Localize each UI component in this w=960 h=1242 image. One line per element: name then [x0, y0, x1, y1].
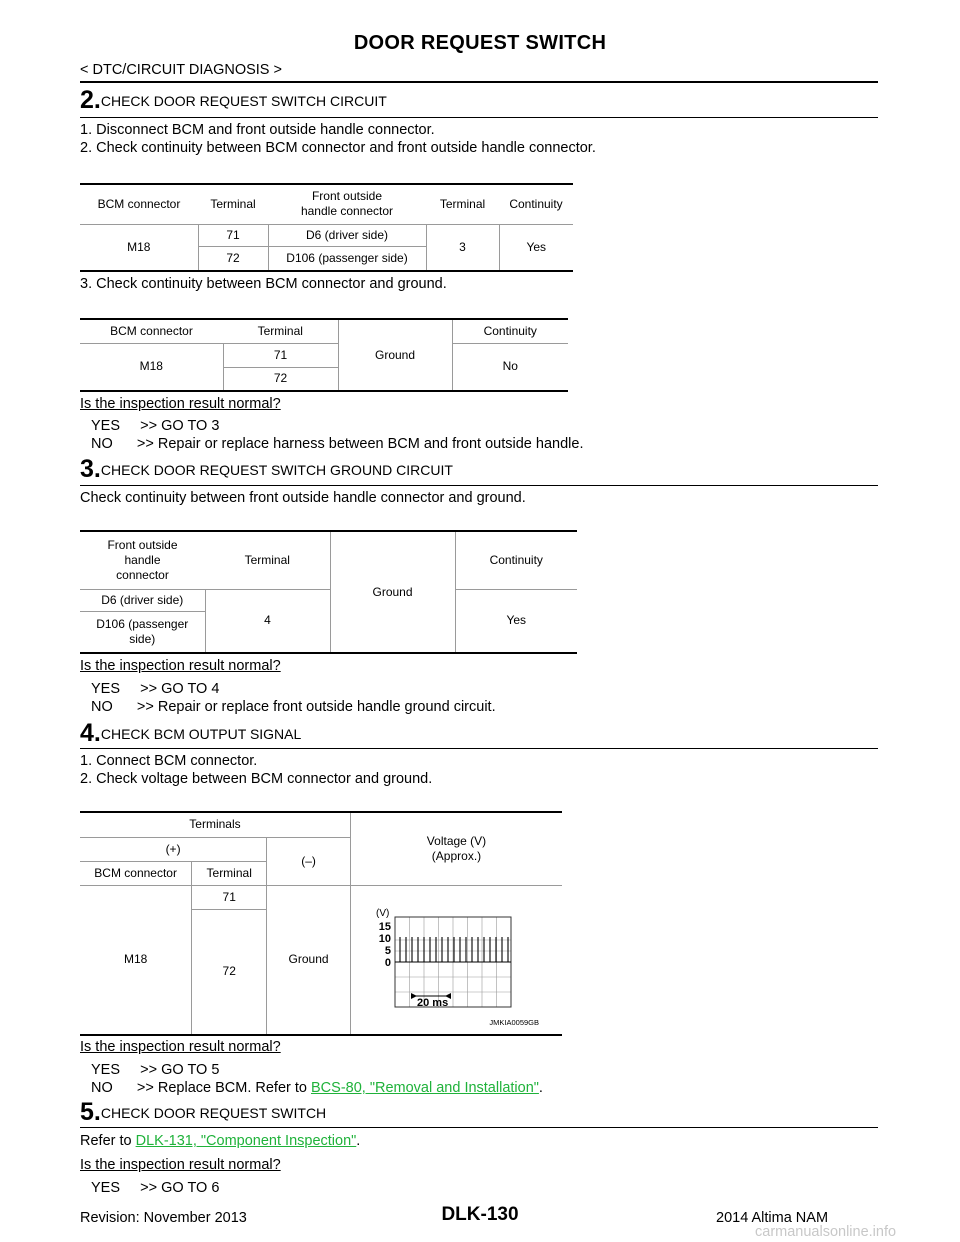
- step-3-divider: [80, 485, 878, 486]
- footer-page-number: DLK-130: [441, 1204, 519, 1225]
- scope-y-0: 0: [384, 956, 391, 969]
- step-2-line-3: 3. Check continuity between BCM connector and ground.: [80, 276, 447, 292]
- step-5-heading: [80, 1098, 326, 1127]
- col-header-minus: (–): [267, 837, 351, 885]
- header-divider: [80, 81, 878, 83]
- figure-code: JMKIA0059GB: [489, 1017, 539, 1027]
- cell-terminal-71: 71: [192, 885, 267, 909]
- watermark: carmanualsonline.info: [755, 1224, 897, 1240]
- cell-continuity-no: No: [452, 343, 568, 391]
- step-5-refer-suffix: .: [356, 1133, 361, 1149]
- col-header-continuity: Continuity: [499, 184, 573, 224]
- step-4-divider: [80, 748, 878, 749]
- col-header-bcm-connector: BCM connector: [80, 319, 223, 343]
- step-4-no: [91, 1080, 543, 1097]
- step-3-no: NO >> Repair or replace front outside handle ground circuit.: [91, 699, 496, 715]
- scope-y-15: 15: [378, 920, 391, 933]
- cell-ground: Ground: [330, 531, 455, 653]
- front-handle-ground-continuity-table: [80, 530, 577, 654]
- step-5-refer-text: Refer to: [80, 1133, 136, 1149]
- cell-terminal-72: 72: [223, 367, 338, 391]
- col-header-terminal: Terminal: [192, 861, 267, 885]
- step-5-refer: [80, 1133, 360, 1150]
- col-header-terminals: Terminals: [80, 812, 350, 837]
- dlk-131-component-inspection-link[interactable]: DLK-131, "Component Inspection": [135, 1133, 357, 1149]
- step-3-title: CHECK DOOR REQUEST SWITCH GROUND CIRCUIT: [100, 462, 453, 478]
- step-4-number: 4.: [80, 719, 101, 747]
- bcm-front-handle-continuity-table: [80, 183, 573, 272]
- cell-terminal-72: 72: [198, 246, 268, 271]
- cell-front-d106: D106 (passenger side): [268, 246, 426, 271]
- step-5-yes: YES >> GO TO 6: [91, 1180, 220, 1196]
- step-3-heading: [80, 455, 453, 484]
- step-5-question: Is the inspection result normal?: [80, 1157, 281, 1173]
- step-4-heading: [80, 719, 301, 748]
- cell-continuity-yes: Yes: [455, 589, 577, 653]
- bcs-80-removal-link[interactable]: BCS-80, "Removal and Installation": [311, 1080, 539, 1096]
- cell-connector: M18: [80, 224, 198, 271]
- step-2-line-2: 2. Check continuity between BCM connector and front outside handle connector.: [80, 140, 596, 156]
- step-5-number: 5.: [80, 1098, 101, 1126]
- col-header-front-outside-handle: Front outside handle connector: [80, 531, 205, 589]
- col-header-plus: (+): [80, 837, 267, 861]
- cell-terminal-71: 71: [198, 224, 268, 246]
- step-2-title: CHECK DOOR REQUEST SWITCH CIRCUIT: [100, 93, 387, 109]
- step-3-line-1: Check continuity between front outside handle connector and ground.: [80, 490, 526, 506]
- cell-oscilloscope: [350, 885, 562, 1035]
- scope-time-label: 20 ms: [416, 996, 449, 1009]
- step-2-yes: YES >> GO TO 3: [91, 418, 220, 434]
- step-2-question: Is the inspection result normal?: [80, 396, 281, 412]
- section-label: < DTC/CIRCUIT DIAGNOSIS >: [80, 62, 282, 78]
- step-4-no-suffix: .: [538, 1080, 543, 1096]
- col-header-continuity: Continuity: [455, 531, 577, 589]
- step-4-yes: YES >> GO TO 5: [91, 1062, 220, 1078]
- bcm-ground-continuity-table: [80, 318, 568, 392]
- cell-ground: Ground: [267, 885, 351, 1035]
- page-title: DOOR REQUEST SWITCH: [353, 32, 607, 54]
- col-header-front-outside-handle: Front outside handle connector: [268, 184, 426, 224]
- step-4-question: Is the inspection result normal?: [80, 1039, 281, 1055]
- voltage-label: Voltage (V): [426, 833, 487, 848]
- cell-terminal-3: 3: [426, 224, 499, 271]
- step-4-line-1: 1. Connect BCM connector.: [80, 753, 258, 769]
- scope-unit-label: (V): [375, 907, 390, 919]
- step-2-line-1: 1. Disconnect BCM and front outside handle connector.: [80, 122, 435, 138]
- step-2-no: NO >> Repair or replace harness between BCM and front outside handle.: [91, 436, 584, 452]
- bcm-output-voltage-table: [80, 811, 562, 1036]
- col-header-terminal-2: Terminal: [426, 184, 499, 224]
- step-2-divider: [80, 117, 878, 118]
- footer-model: 2014 Altima NAM: [716, 1210, 829, 1226]
- cell-connector: M18: [80, 343, 223, 391]
- step-5-divider: [80, 1127, 878, 1128]
- scope-y-5: 5: [384, 944, 391, 957]
- cell-front-d106: D106 (passenger side): [80, 611, 205, 653]
- step-3-question: Is the inspection result normal?: [80, 658, 281, 674]
- col-header-continuity: Continuity: [452, 319, 568, 343]
- step-4-title: CHECK BCM OUTPUT SIGNAL: [100, 726, 302, 742]
- scope-y-10: 10: [378, 932, 391, 945]
- step-2-number: 2.: [80, 86, 101, 114]
- step-4-line-2: 2. Check voltage between BCM connector and ground.: [80, 771, 433, 787]
- cell-connector: M18: [80, 885, 192, 1035]
- cell-terminal-4: 4: [205, 589, 330, 653]
- cell-terminal-72: 72: [192, 909, 267, 1034]
- cell-continuity-yes: Yes: [499, 224, 573, 271]
- oscilloscope-waveform-icon: [351, 886, 562, 1034]
- cell-terminal-71: 71: [223, 343, 338, 367]
- col-header-terminal: Terminal: [198, 184, 268, 224]
- step-4-no-text: NO >> Replace BCM. Refer to: [91, 1080, 311, 1096]
- step-5-title: CHECK DOOR REQUEST SWITCH: [100, 1105, 327, 1121]
- cell-ground: Ground: [338, 319, 452, 391]
- col-header-terminal: Terminal: [205, 531, 330, 589]
- voltage-approx: (Approx.): [431, 848, 482, 863]
- col-header-bcm-connector: BCM connector: [80, 184, 198, 224]
- col-header-terminal: Terminal: [223, 319, 338, 343]
- cell-front-d6: D6 (driver side): [80, 589, 205, 611]
- step-2-heading: [80, 86, 387, 115]
- col-header-bcm-connector: BCM connector: [80, 861, 192, 885]
- footer-revision: Revision: November 2013: [80, 1210, 247, 1226]
- step-3-number: 3.: [80, 455, 101, 483]
- step-3-yes: YES >> GO TO 4: [91, 681, 220, 697]
- cell-front-d6: D6 (driver side): [268, 224, 426, 246]
- col-header-voltage: [350, 812, 562, 885]
